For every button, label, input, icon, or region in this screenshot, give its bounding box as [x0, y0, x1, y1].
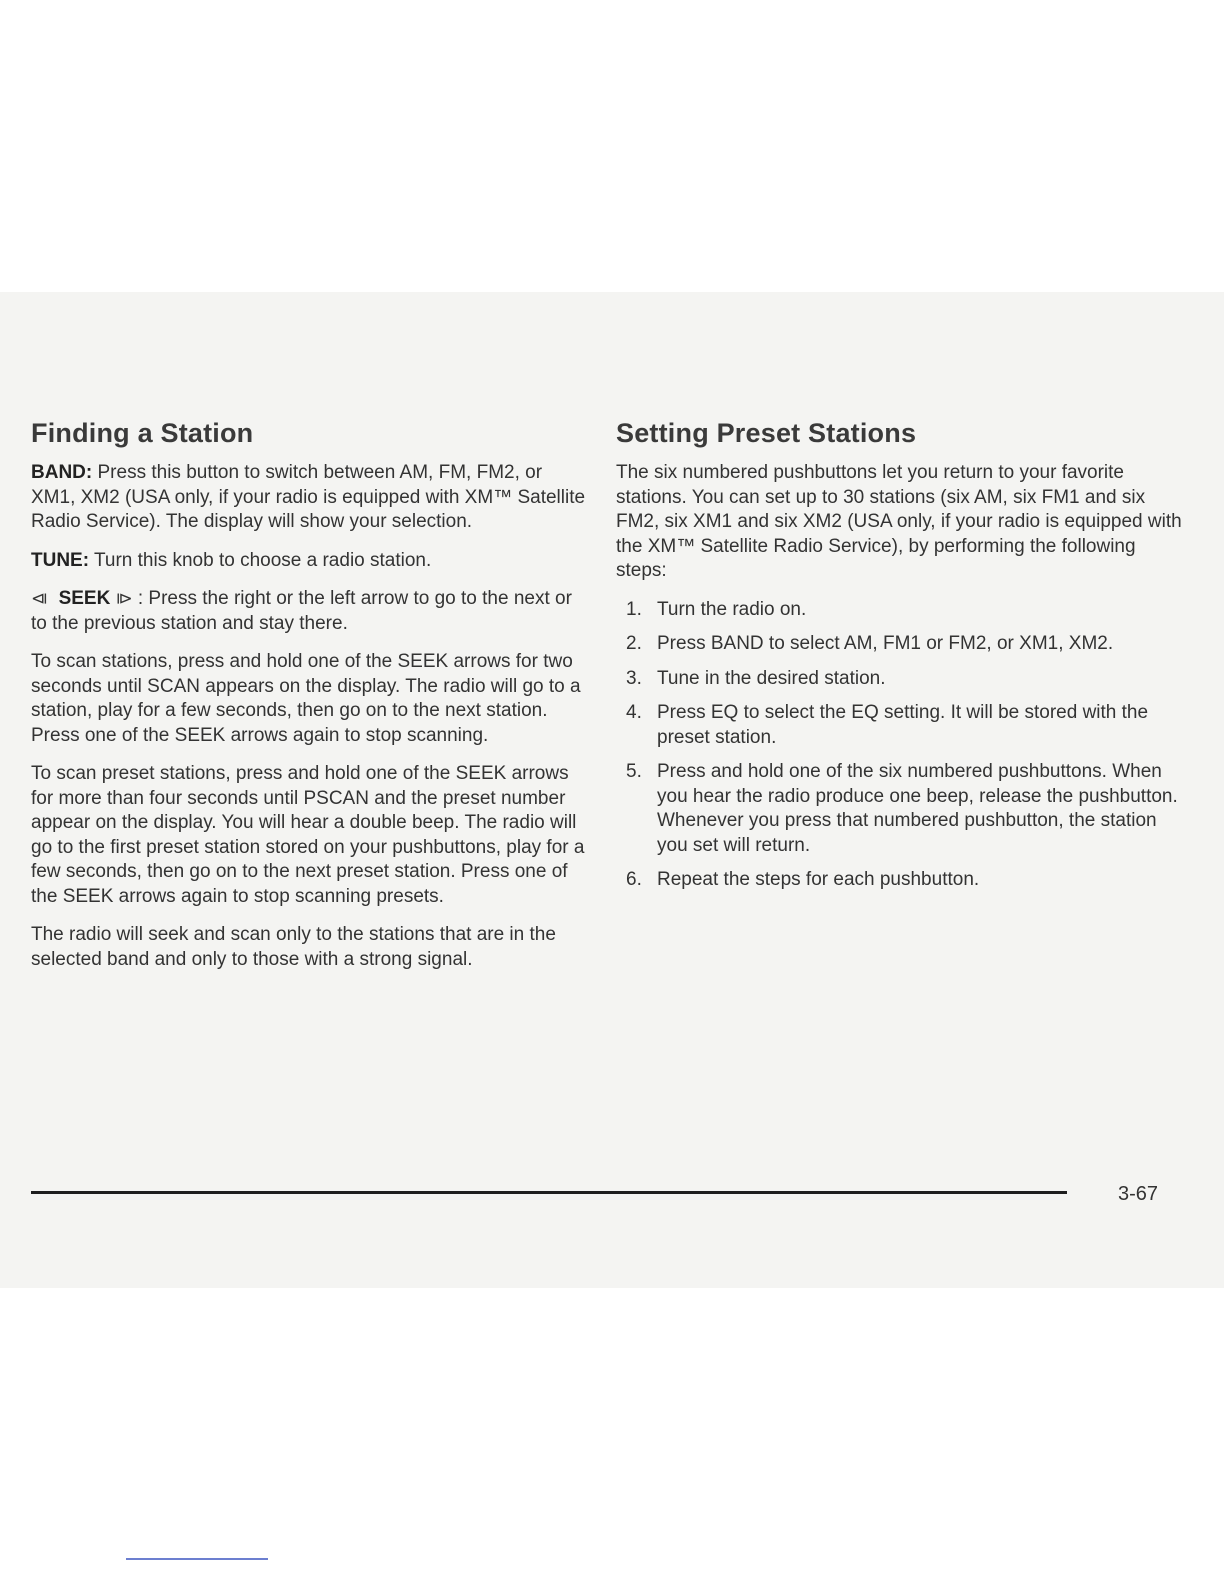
- band-term: BAND:: [31, 462, 93, 483]
- step-number: 6.: [626, 869, 642, 890]
- step-number: 2.: [626, 633, 642, 654]
- list-item: [616, 868, 1186, 893]
- step-text: Turn the radio on.: [657, 598, 807, 620]
- step-number: 1.: [626, 598, 642, 620]
- tune-paragraph: [31, 549, 591, 574]
- section-title-setting-preset-stations: Setting Preset Stations: [616, 418, 917, 448]
- preset-steps-list: [616, 598, 1186, 893]
- step-text: Press BAND to select AM, FM1 or FM2, or XM1, XM2.: [657, 633, 1114, 654]
- band-text: Press this button to switch between AM, FM, FM2, or XM1, XM2 (USA only, if your radio is equipped with XM™ Satellite Radio Service). The display will show your selection.: [31, 462, 586, 532]
- seek-paragraph: [31, 587, 591, 636]
- page-number: 3-67: [1118, 1183, 1159, 1205]
- list-item: [616, 760, 1186, 858]
- step-number: 4.: [626, 702, 642, 723]
- pscan-paragraph: To scan preset stations, press and hold one of the SEEK arrows for more than four seconds until PSCAN and the preset number appear on the display. You will hear a double beep. The radio will go to the first preset station stored on your pushbuttons, play for a few seconds, then go on to the next preset station. Press one of the SEEK arrows again to stop scanning presets.: [31, 763, 585, 907]
- tune-text: Turn this knob to choose a radio station.: [89, 549, 432, 571]
- right-column: [616, 418, 1186, 903]
- list-item: [616, 598, 1186, 623]
- left-column: [31, 418, 591, 986]
- step-number: 5.: [626, 761, 642, 782]
- seek-text: : Press the right or the left arrow to go to the next or to the previous station and stay there.: [31, 588, 572, 634]
- band-paragraph: [31, 461, 591, 535]
- step-text: Press and hold one of the six numbered pushbuttons. When you hear the radio produce one beep, release the pushbutton. Whenever you press that numbered pushbutton, the station you set will return.: [657, 761, 1178, 856]
- step-text: Tune in the desired station.: [657, 667, 886, 689]
- list-item: [616, 701, 1186, 750]
- section-title-finding-a-station: Finding a Station: [31, 418, 254, 448]
- seek-right-arrow-icon: ⧐: [115, 589, 133, 608]
- bottom-line-divider: [126, 1558, 268, 1560]
- preset-intro-paragraph: The six numbered pushbuttons let you return to your favorite stations. You can set up to 30 stations (six AM, six FM1 and six FM2, six XM1 and six XM2 (USA only, if your radio is equipped with the XM™ Satellite Radio Service), by performing the following steps:: [616, 462, 1182, 581]
- step-text: Press EQ to select the EQ setting. It will be stored with the preset station.: [657, 702, 1149, 748]
- seek-term: SEEK: [58, 588, 111, 609]
- tune-term: TUNE:: [31, 549, 90, 571]
- step-number: 3.: [626, 667, 642, 689]
- list-item: [616, 667, 1186, 692]
- footer-rule-divider: [31, 1191, 1067, 1194]
- seek-left-arrow-icon: ⧏: [31, 589, 48, 608]
- list-item: [616, 632, 1186, 657]
- scan-paragraph: To scan stations, press and hold one of the SEEK arrows for two seconds until SCAN appears on the display. The radio will go to a station, play for a few seconds, then go on to the next station. Press one of the SEEK arrows again to stop scanning.: [31, 651, 581, 746]
- seek-scan-note-paragraph: The radio will seek and scan only to the stations that are in the selected band and only to those with a strong signal.: [31, 924, 556, 970]
- step-text: Repeat the steps for each pushbutton.: [657, 869, 980, 890]
